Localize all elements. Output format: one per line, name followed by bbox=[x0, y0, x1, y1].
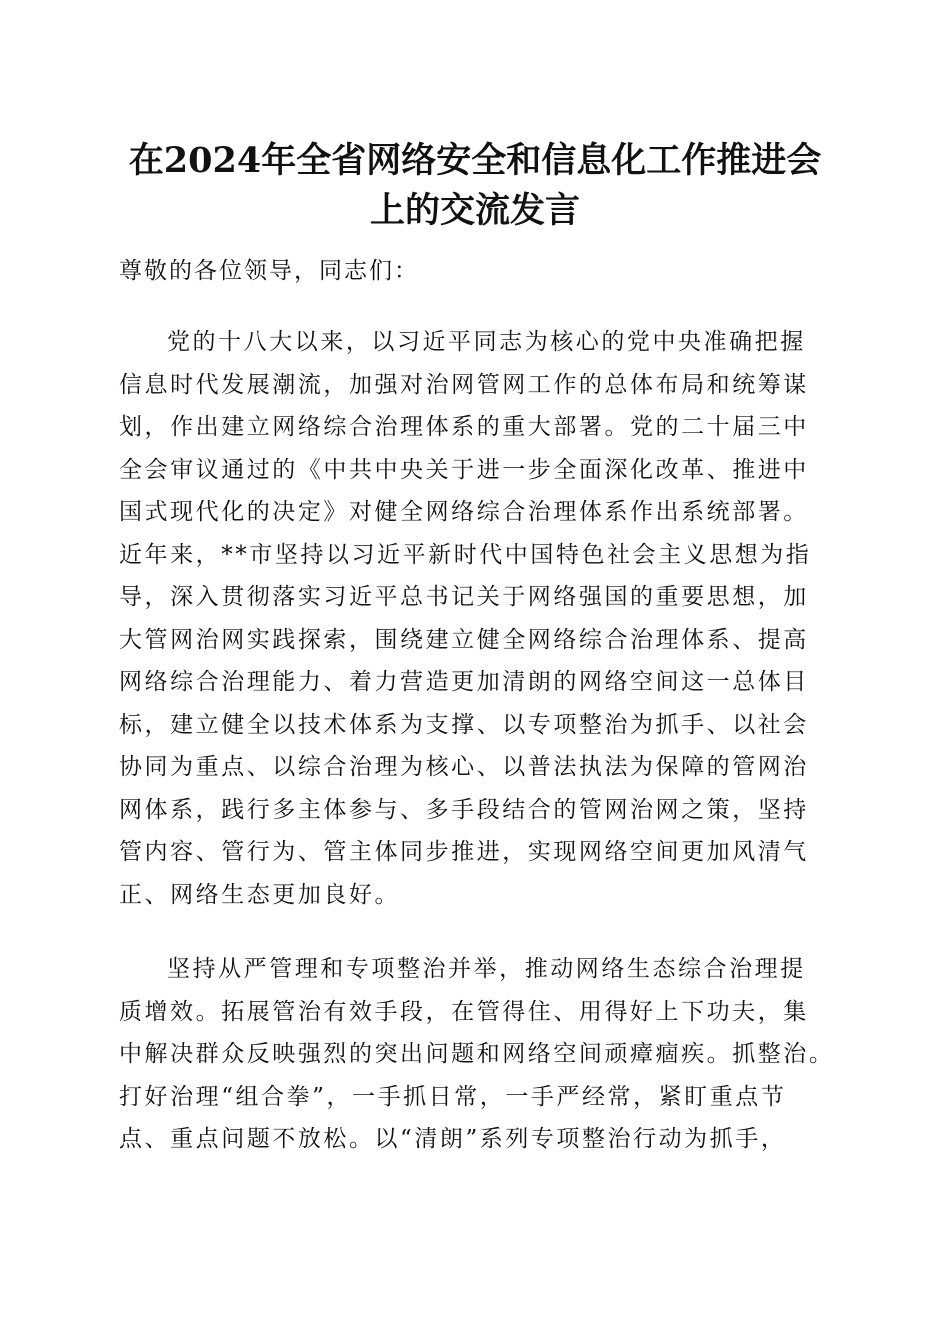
paragraph-line: 近年来，**市坚持以习近平新时代中国特色社会主义思想为指 bbox=[119, 541, 812, 568]
paragraph-line: 协同为重点、以综合治理为核心、以普法执法为保障的管网治 bbox=[119, 754, 809, 780]
document-title bbox=[100, 136, 850, 236]
paragraph-line: 管内容、管行为、管主体同步推进，实现网络空间更加风清气 bbox=[119, 839, 809, 865]
paragraph-line: 正、网络生态更加良好。 bbox=[119, 881, 401, 908]
paragraph-line: 点、重点问题不放松。以“清朗”系列专项整治行动为抓手， bbox=[119, 1126, 787, 1152]
paragraph-line: 网体系，践行多主体参与、多手段结合的管网治网之策，坚持 bbox=[119, 796, 809, 823]
title-line-2: 上的交流发言 bbox=[369, 190, 580, 231]
salutation: 尊敬的各位领导，同志们： bbox=[119, 258, 419, 284]
paragraph-line: 全会审议通过的《中共中央关于进一步全面深化改革、推进中 bbox=[119, 456, 809, 483]
paragraph-line: 信息时代发展潮流，加强对治网管网工作的总体布局和统筹谋 bbox=[119, 371, 809, 398]
paragraph-line: 导，深入贯彻落实习近平总书记关于网络强国的重要思想，加 bbox=[119, 584, 809, 610]
paragraph-line: 划，作出建立网络综合治理体系的重大部署。党的二十届三中 bbox=[119, 414, 809, 440]
paragraph-2 bbox=[119, 948, 839, 1161]
paragraph-line: 国式现代化的决定》对健全网络综合治理体系作出系统部署。 bbox=[119, 499, 809, 525]
paragraph-line: 中解决群众反映强烈的突出问题和网络空间顽瘴痼疾。抓整治。 bbox=[119, 1041, 835, 1067]
paragraph-line: 标，建立健全以技术体系为支撑、以专项整治为抓手、以社会 bbox=[119, 711, 809, 738]
title-line-1: 在2024年全省网络安全和信息化工作推进会 bbox=[128, 140, 822, 181]
paragraph-1 bbox=[119, 321, 839, 916]
paragraph-line: 质增效。拓展管治有效手段，在管得住、用得好上下功夫，集 bbox=[119, 998, 809, 1025]
paragraph-line: 大管网治网实践探索，围绕建立健全网络综合治理体系、提高 bbox=[119, 626, 809, 653]
paragraph-line: 坚持从严管理和专项整治并举，推动网络生态综合治理提 bbox=[167, 956, 806, 982]
paragraph-line: 打好治理“组合拳”，一手抓日常，一手严经常，紧盯重点节 bbox=[119, 1083, 787, 1110]
paragraph-line: 网络综合治理能力、着力营造更加清朗的网络空间这一总体目 bbox=[119, 669, 809, 695]
paragraph-line: 党的十八大以来，以习近平同志为核心的党中央准确把握 bbox=[167, 329, 806, 355]
